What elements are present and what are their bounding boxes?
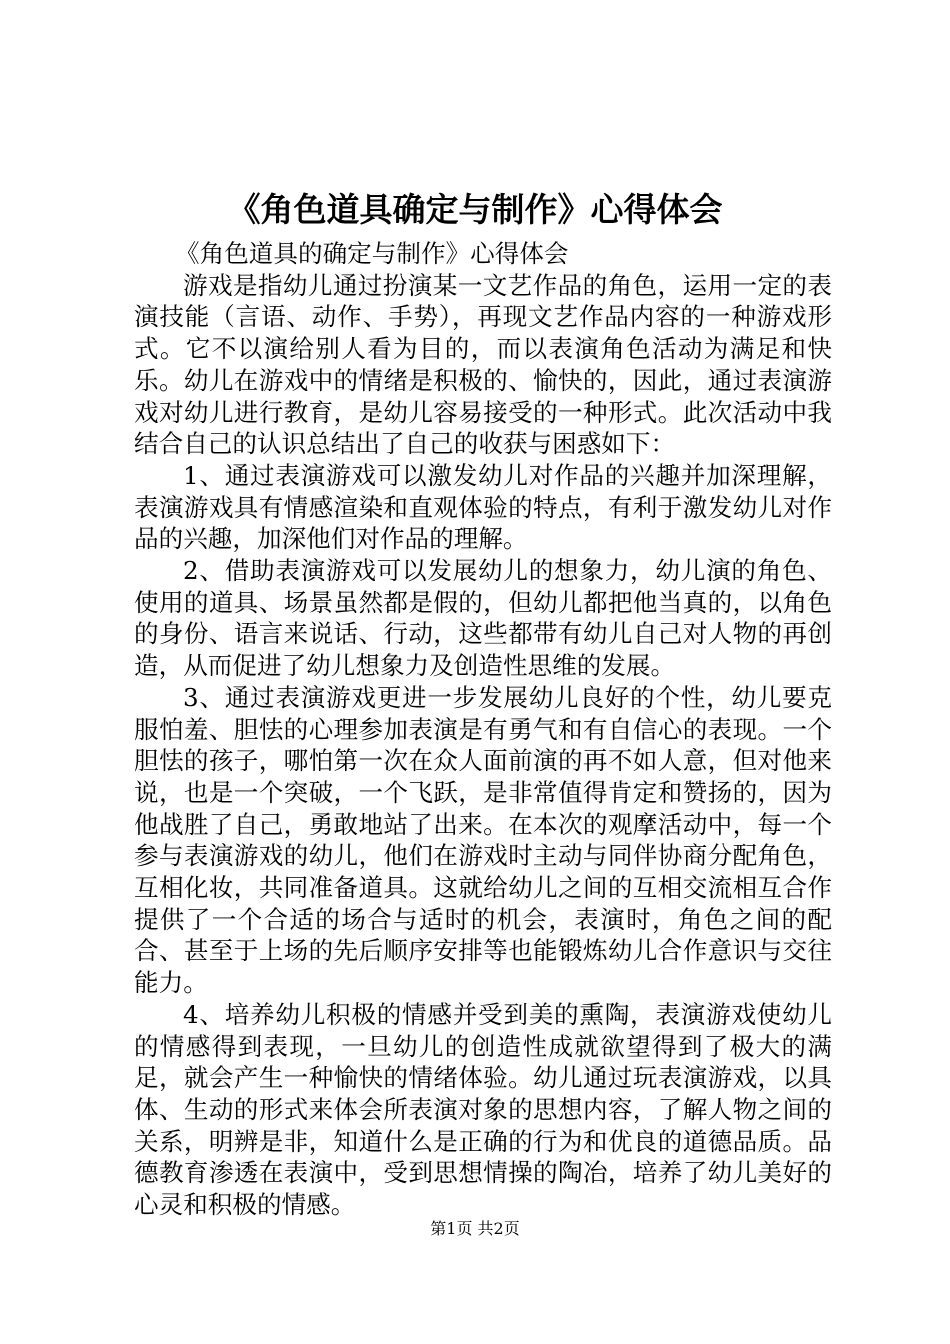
paragraph-point-3: 3、通过表演游戏更进一步发展幼儿良好的个性，幼儿要克服怕羞、胆怯的心理参加表演是有勇气和有自信心的表现。一个胆怯的孩子，哪怕第一次在众人面前演的再不如人意，但对他来说，也是一个突破，一个飞跃，是非常值得肯定和赞扬的，因为他战胜了自己，勇敢地站了出来。在本次的观摩活动中，每一个参与表演游戏的幼儿，他们在游戏时主动与同伴协商分配角色，互相化妆，共同准备道具。这就给幼儿之间的互相交流相互合作提供了一个合适的场合与适时的机会，表演时，角色之间的配合、甚至于上场的先后顺序安排等也能锻炼幼儿合作意识与交往能力。 — [134, 682, 832, 998]
paragraph-intro: 游戏是指幼儿通过扮演某一文艺作品的角色，运用一定的表演技能（言语、动作、手势），再现文艺作品内容的一种游戏形式。它不以演给别人看为目的，而以表演角色活动为满足和快乐。幼儿在游戏中的情绪是积极的、愉快的，因此，通过表演游戏对幼儿进行教育，是幼儿容易接受的一种形式。此次活动中我结合自己的认识总结出了自己的收获与困惑如下： — [134, 270, 832, 459]
paragraph-point-1: 1、通过表演游戏可以激发幼儿对作品的兴趣并加深理解，表演游戏具有情感渲染和直观体验的特点，有利于激发幼儿对作品的兴趣，加深他们对作品的理解。 — [134, 460, 832, 554]
document-body — [134, 238, 832, 1221]
paragraph-point-4: 4、培养幼儿积极的情感并受到美的熏陶，表演游戏使幼儿的情感得到表现，一旦幼儿的创造性成就欲望得到了极大的满足，就会产生一种愉快的情绪体验。幼儿通过玩表演游戏，以具体、生动的形式来体会所表演对象的思想内容，了解人物之间的关系，明辨是非，知道什么是正确的行为和优良的道德品质。品德教育渗透在表演中，受到思想情操的陶冶，培养了幼儿美好的心灵和积极的情感。 — [134, 999, 832, 1220]
page-number-footer: 第1页 共2页 — [430, 1219, 520, 1238]
document-title: 《角色道具确定与制作》心得体会 — [227, 190, 723, 229]
paragraph-point-2: 2、借助表演游戏可以发展幼儿的想象力，幼儿演的角色、使用的道具、场景虽然都是假的，但幼儿都把他当真的，以角色的身份、语言来说话、行动，这些都带有幼儿自己对人物的再创造，从而促进了幼儿想象力及创造性思维的发展。 — [134, 556, 832, 681]
document-subtitle: 《角色道具的确定与制作》心得体会 — [175, 239, 569, 268]
